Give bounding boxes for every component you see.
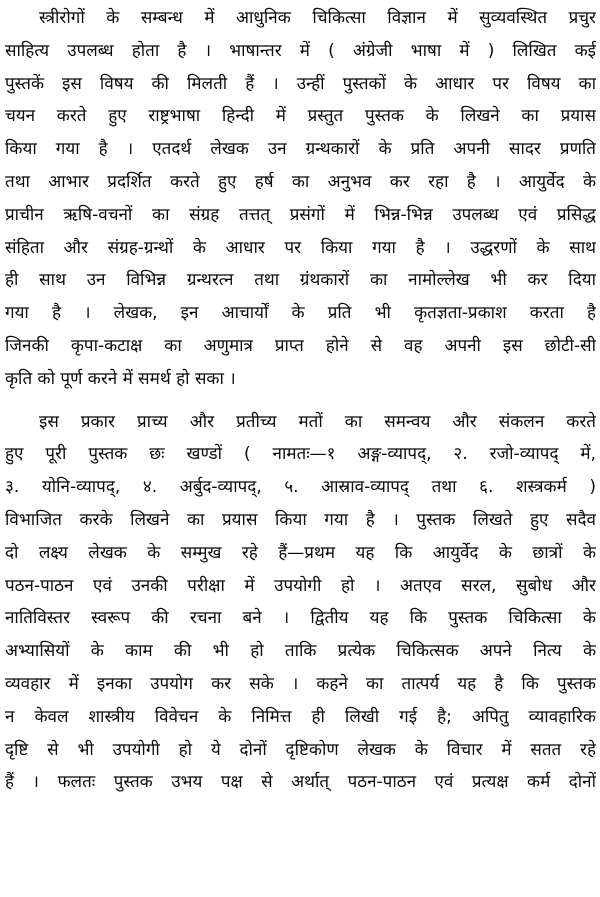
text-line: साहित्य उपलब्ध होता है । भाषान्तर में ( अंग्रेजी भाषा में ) लिखित कई	[5, 40, 596, 61]
text-line: विभाजित करके लिखने का प्रयास किया गया है । पुस्तक लिखते हुए सदैव	[5, 509, 596, 530]
text-line: इस प्रकार प्राच्य और प्रतीच्य मतों का समन्वय और संकलन करते	[39, 411, 596, 432]
paragraph-structure	[5, 406, 596, 800]
text-line: दृष्टि से भी उपयोगी हो ये दोनों दृष्टिकोण लेखक के विचार में सतत रहे	[5, 739, 596, 760]
text-line: पुस्तकें इस विषय की मिलती हैं । उन्हीं पुस्तकों के आधार पर विषय का	[5, 73, 596, 94]
text-line: किया गया है । एतदर्थ लेखक उन ग्रन्थकारों के प्रति अपनी सादर प्रणति	[5, 139, 596, 160]
text-line: न केवल शास्त्रीय विवेचन के निमित्त ही लिखी गई है; अपितु व्यावहारिक	[5, 706, 596, 727]
text-line: ३. योनि-व्यापद्, ४. अर्बुद-व्यापद्, ५. आस्राव-व्यापद् तथा ६. शस्त्रकर्म )	[5, 477, 596, 498]
text-line: चयन करते हुए राष्ट्रभाषा हिन्दी में प्रस्तुत पुस्तक के लिखने का प्रयास	[5, 106, 596, 127]
text-line: तथा आभार प्रदर्शित करते हुए हर्ष का अनुभव कर रहा है । आयुर्वेद के	[5, 171, 596, 192]
paragraph-acknowledgement	[5, 2, 596, 396]
text-line: प्राचीन ऋषि-वचनों का संग्रह तत्तत् प्रसंगों में भिन्न-भिन्न उपलब्ध एवं प्रसिद्ध	[5, 204, 596, 225]
paragraph-spacer	[5, 396, 596, 406]
text-line: पठन-पाठन एवं उनकी परीक्षा में उपयोगी हो । अतएव सरल, सुबोध और	[5, 575, 596, 596]
text-line: स्त्रीरोगों के सम्बन्ध में आधुनिक चिकित्सा विज्ञान में सुव्यवस्थित प्रचुर	[39, 8, 596, 28]
text-line: दो लक्ष्य लेखक के सम्मुख रहे हैं—प्रथम यह कि आयुर्वेद के छात्रों के	[5, 542, 596, 563]
text-line: ही साथ उन विभिन्न ग्रन्थरत्न तथा ग्रंथकारों का नामोल्लेख भी कर दिया	[5, 270, 596, 291]
text-line: संहिता और संग्रह-ग्रन्थों के आधार पर किया गया है । उद्धरणों के साथ	[5, 237, 596, 258]
text-line: व्यवहार में इनका उपयोग कर सके । कहने का तात्पर्य यह है कि पुस्तक	[5, 673, 596, 694]
text-line: हुए पूरी पुस्तक छः खण्डों ( नामतः—१ अङ्ग-व्यापद्, २. रजो-व्यापद् में,	[5, 444, 596, 465]
text-line: जिनकी कृपा-कटाक्ष का अणुमात्र प्राप्त होने से वह अपनी इस छोटी-सी	[5, 335, 596, 356]
text-line: नातिविस्तर स्वरूप की रचना बने । द्वितीय यह कि पुस्तक चिकित्सा के	[5, 608, 596, 629]
text-line: गया है । लेखक, इन आचार्यों के प्रति भी कृतज्ञता-प्रकाश करता है	[5, 303, 596, 324]
text-line: हैं । फलतः पुस्तक उभय पक्ष से अर्थात् पठन-पाठन एवं प्रत्यक्ष कर्म दोनों	[5, 772, 596, 793]
text-line: कृति को पूर्ण करने में समर्थ हो सका ।	[5, 368, 236, 389]
text-line: अभ्यासियों के काम की भी हो ताकि प्रत्येक चिकित्सक अपने नित्य के	[5, 641, 596, 662]
